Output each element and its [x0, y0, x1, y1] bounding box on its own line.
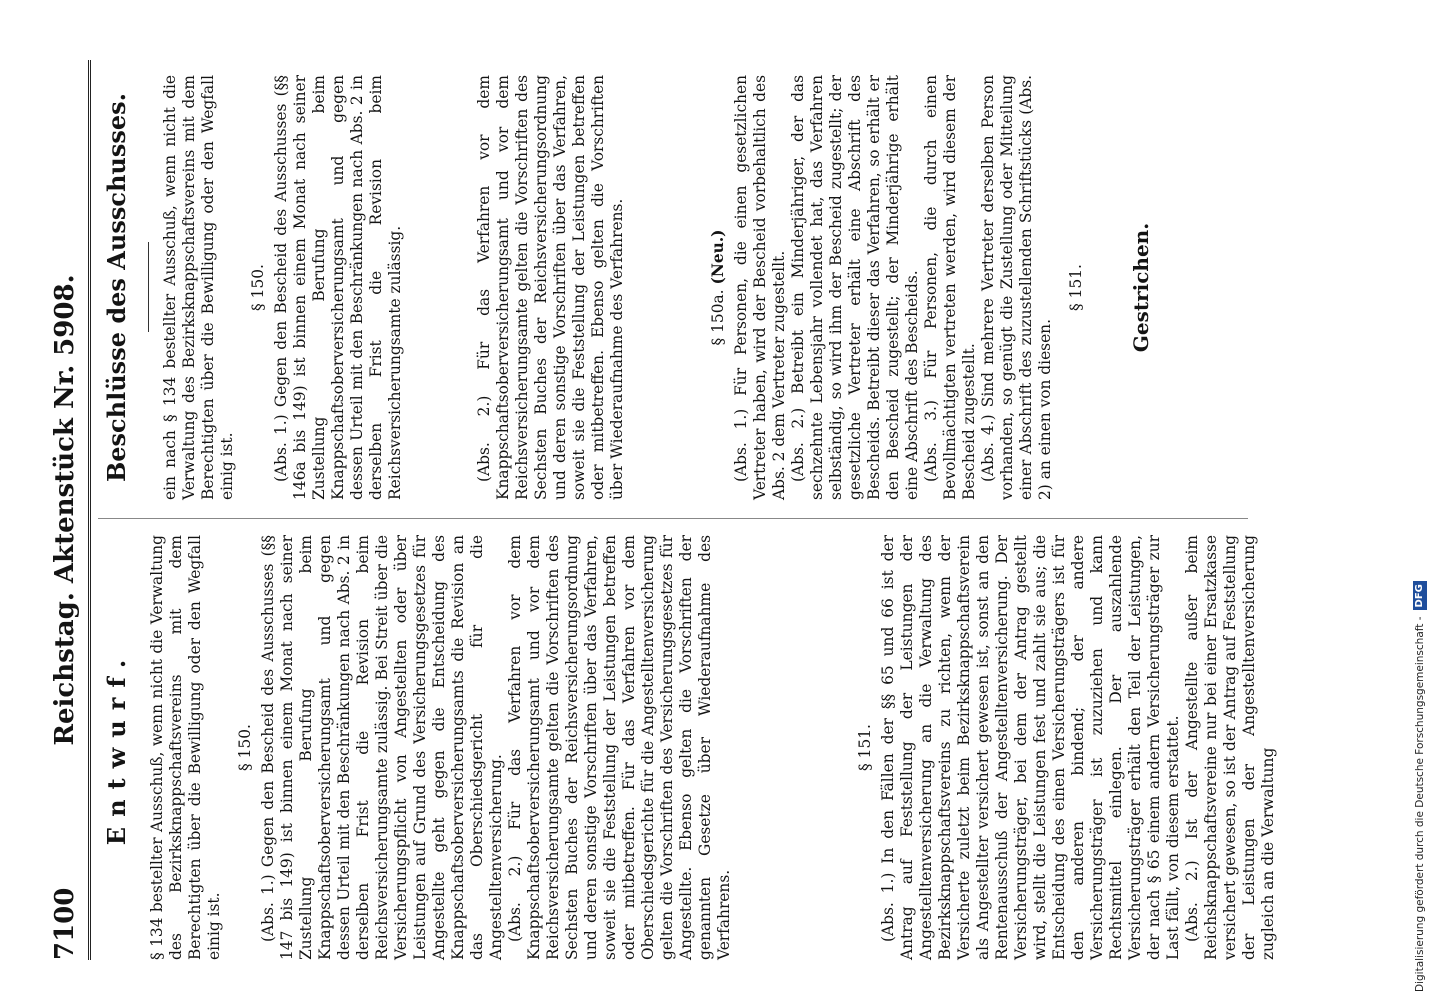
- left-column-draft: [98, 535, 1278, 960]
- left-column-title: Entwurf.: [102, 649, 131, 846]
- header-rule: [88, 60, 91, 960]
- left-section-150-abs2: (Abs. 2.) Für das Verfahren vor dem Knappschaftsoberversicherungsamt und vor dem Reichsversicherungsamte gelten die Vorschriften des Sechsten Buches der Reichsversicherungsordnung und deren sonstige Vorschriften über das Verfahren, soweit sie die Feststellung der Leistungen betreffen oder mitbetreffen. Für das Verfahren vor dem Oberschiedsgerichte für die Angestelltenversicherung gelten die Vorschriften des Versicherungsgesetzes für Angestellte. Ebenso gelten die Vorschriften der genannten Gesetze über Wiederaufnahme des Verfahrens.: [506, 535, 733, 960]
- running-title: Reichstag. Aktenstück Nr. 5908.: [50, 274, 80, 746]
- page-number: 7100: [50, 887, 80, 960]
- document-page: [40, 0, 1400, 960]
- title-rule: [148, 243, 149, 333]
- left-section-150-heading: § 150.: [236, 724, 254, 771]
- left-section-151-abs1: (Abs. 1.) In den Fällen der §§ 65 und 66 ist der Antrag auf Feststellung der Leistungen der Angestelltenversicherung an die Verwaltung des Bezirksknappschaftsvereins zu richten, wenn der Versicherte zuletzt beim Bezirksknappschaftsverein als Angestellter versichert gewesen ist, sonst an den Rentenausschuß der Angestelltenversicherung. Der Versicherungsträger, bei dem der Antrag gestellt wird, stellt die Leistungen fest und zahlt sie aus; die Entscheidung des einen Versicherungsträgers ist für den anderen bindend; der andere Versicherungsträger ist zuzuziehen und kann Rechtsmittel einlegen. Der auszahlende Versicherungsträger erhält den Teil der Leistungen, der nach § 65 einem andern Versicherungsträger zur Last fällt, von diesem erstattet.: [879, 535, 1182, 960]
- right-section-150a-heading: [709, 75, 728, 500]
- dfg-logo: DFG: [1413, 581, 1427, 610]
- left-section-150-abs1: (Abs. 1.) Gegen den Bescheid des Ausschusses (§§ 147 bis 149) ist binnen einem Monat nach seiner Zustellung Berufung beim Knappschaftsoberversicherungsamt und gegen dessen Urteil mit den Beschränkungen nach Abs. 2 in derselben Frist die Revision beim Reichsversicherungsamte zulässig. Bei Streit über die Versicherungspflicht von Angestellten oder über Leistungen auf Grund des Versicherungsgesetzes für Angestellte geht gegen die Entscheidung des Knappschaftsoberversicherungsamts die Revision an das Oberschiedsgericht für die Angestelltenversicherung.: [259, 535, 505, 960]
- left-intro-text: § 134 bestellter Ausschuß, wenn nicht die Verwaltung des Bezirksknappschaftsvereins mit dem Berechtigten über die Bewilligung oder den Wegfall einig ist.: [148, 535, 223, 960]
- right-column-committee: [98, 75, 1151, 500]
- right-section-151-heading: § 151.: [1067, 264, 1085, 311]
- left-section-151-abs2: (Abs. 2.) Ist der Angestellte außer beim Reichsknappschaftsvereine nur bei einer Ersatzkasse versichert gewesen, so ist der Antrag auf Feststellung der Leistungen der Angestelltenversicherung zugleich an die Verwaltung: [1183, 535, 1277, 960]
- running-head: [40, 60, 80, 960]
- right-section-150a-abs3: (Abs. 3.) Für Personen, die durch einen Bevollmächtigten vertreten werden, wird diesem der Bescheid zugestellt.: [922, 75, 978, 500]
- right-intro-text: ein nach § 134 bestellter Ausschuß, wenn nicht die Verwaltung des Bezirksknappschaftsvereins mit dem Berechtigten über die Bewilligung oder den Wegfall einig ist.: [161, 75, 236, 500]
- left-section-151-heading: § 151.: [856, 724, 874, 771]
- right-section-150-heading: § 150.: [249, 264, 267, 311]
- right-section-150a-abs2: (Abs. 2.) Betreibt ein Minderjähriger, der das sechzehnte Lebensjahr vollendet hat, das Verfahren selbständig, so wird ihm der Bescheid zugestellt; der gesetzliche Vertreter erhält eine Abschrift des Bescheids. Betreibt dieser das Verfahren, so erhält er den Bescheid zugestellt; der Minderjährige erhält eine Abschrift des Bescheids.: [789, 75, 921, 500]
- struck-note: Gestrichen.: [1129, 222, 1153, 353]
- right-section-150a-abs4: (Abs. 4.) Sind mehrere Vertreter derselben Person vorhanden, so genügt die Zustellung oder Mitteilung einer Abschrift des zuzustellenden Schriftstücks (Abs. 2) an einen von diesen.: [979, 75, 1054, 500]
- right-section-150-abs2: (Abs. 2.) Für das Verfahren vor dem Knappschaftsoberversicherungsamt und vor dem Reichsversicherungsamte gelten die Vorschriften des Sechsten Buches der Reichsversicherungsordnung und deren sonstige Vorschriften über das Verfahren, soweit sie die Feststellung der Leistungen betreffen oder mitbetreffen. Ebenso gelten die Vorschriften über Wiederaufnahme des Verfahrens.: [475, 75, 626, 500]
- credit-text: Digitalisierung gefördert durch die Deutsche Forschungsgemeinschaft -: [1414, 616, 1426, 992]
- right-section-150-abs1: (Abs. 1.) Gegen den Bescheid des Ausschusses (§§ 146a bis 149) ist binnen einem Monat nach seiner Zustellung Berufung beim Knappschaftsoberversicherungsamt und gegen dessen Urteil mit den Beschränkungen nach Abs. 2 in derselben Frist die Revision beim Reichsversicherungsamte zulässig.: [272, 75, 404, 500]
- new-badge: (Neu.): [709, 229, 727, 285]
- right-section-150a-abs1: (Abs. 1.) Für Personen, die einen gesetzlichen Vertreter haben, wird der Bescheid vorbehaltlich des Abs. 2 dem Vertreter zugestellt.: [732, 75, 788, 500]
- right-column-title: Beschlüsse des Ausschusses.: [102, 92, 131, 483]
- column-divider: [98, 518, 1248, 519]
- section-150a-number: § 150a.: [709, 289, 727, 346]
- digitization-credit: [1412, 0, 1428, 992]
